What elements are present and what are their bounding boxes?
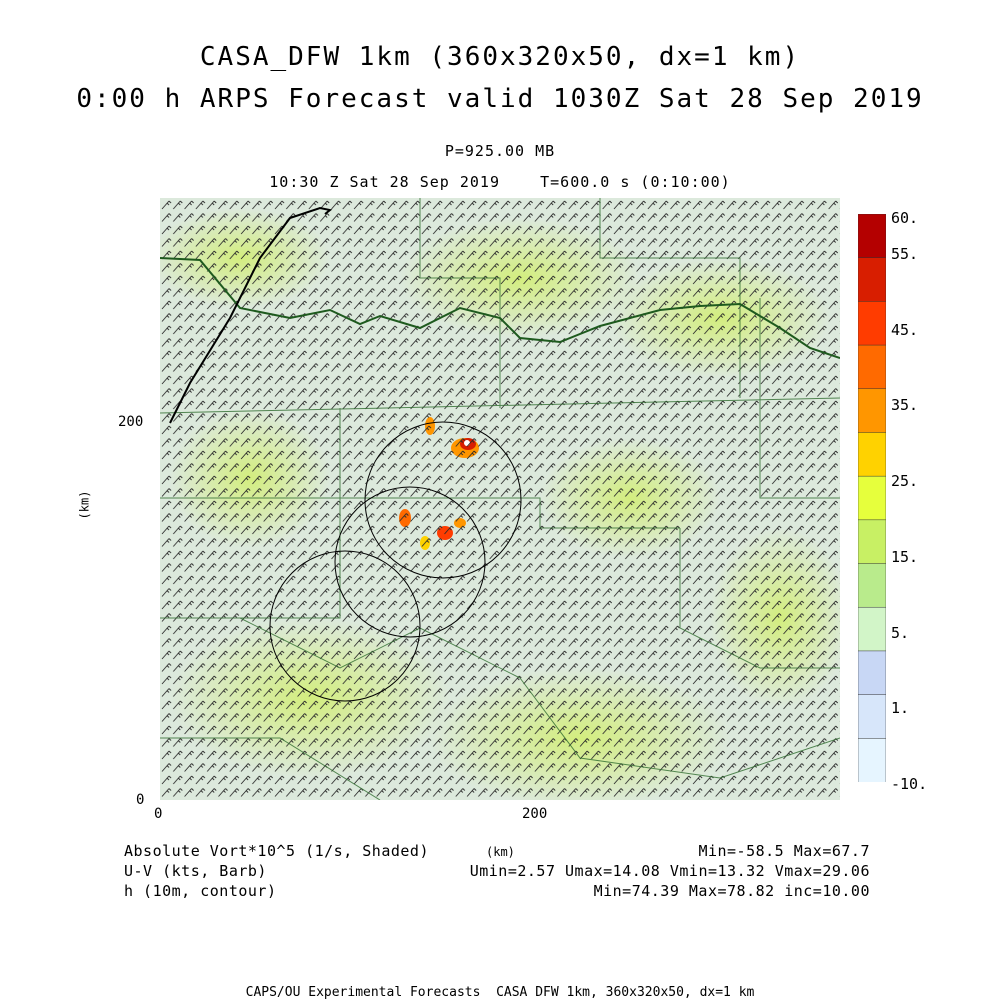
colorbar-swatch	[858, 607, 886, 651]
colorbar-swatch	[858, 301, 886, 345]
colorbar-swatch	[858, 258, 886, 302]
colorbar-swatch	[858, 695, 886, 739]
colorbar-swatch	[858, 738, 886, 782]
colorbar-label-25: 25.	[891, 472, 919, 490]
colorbar-label-60: 60.	[891, 209, 919, 227]
stat-wind: Umin=2.57 Umax=14.08 Vmin=13.32 Vmax=29.06	[469, 862, 870, 880]
credit-line: CAPS/OU Experimental Forecasts CASA DFW 1km, 360x320x50, dx=1 km	[245, 985, 755, 1000]
y-tick-200: 200	[118, 414, 144, 430]
title-line-1: CASA_DFW 1km (360x320x50, dx=1 km)	[199, 42, 801, 72]
colorbar-swatch	[858, 214, 886, 258]
colorbar-label-45: 45.	[891, 321, 919, 339]
colorbar-swatch	[858, 651, 886, 695]
field-vorticity: Absolute Vort*10^5 (1/s, Shaded)	[124, 842, 429, 860]
y-tick-0: 0	[136, 792, 145, 808]
colorbar-swatch	[858, 432, 886, 476]
field-height: h (10m, contour)	[124, 882, 277, 900]
colorbar-label-5: 5.	[891, 624, 910, 642]
colorbar-swatch	[858, 345, 886, 389]
colorbar-swatch	[858, 476, 886, 520]
field-wind: U-V (kts, Barb)	[124, 862, 267, 880]
forecast-map	[160, 198, 840, 800]
colorbar-swatch	[858, 564, 886, 608]
x-axis-unit: (km)	[486, 845, 515, 859]
pressure-level: P=925.00 MB	[444, 142, 556, 160]
colorbar-label-minus10: -10.	[891, 775, 928, 793]
valid-time: 10:30 Z Sat 28 Sep 2019 T=600.0 s (0:10:00)	[269, 173, 731, 191]
colorbar	[858, 214, 886, 782]
title-line-2: 0:00 h ARPS Forecast valid 1030Z Sat 28 Sep 2019	[76, 84, 924, 114]
stat-height: Min=74.39 Max=78.82 inc=10.00	[593, 882, 870, 900]
colorbar-label-15: 15.	[891, 548, 919, 566]
x-tick-0: 0	[154, 806, 163, 822]
y-axis-unit: (km)	[77, 490, 92, 520]
colorbar-swatch	[858, 520, 886, 564]
x-tick-200: 200	[522, 806, 548, 822]
colorbar-swatch	[858, 389, 886, 433]
colorbar-label-55: 55.	[891, 245, 919, 263]
colorbar-label-35: 35.	[891, 396, 919, 414]
stat-vorticity: Min=-58.5 Max=67.7	[698, 842, 870, 860]
colorbar-label-1: 1.	[891, 699, 910, 717]
